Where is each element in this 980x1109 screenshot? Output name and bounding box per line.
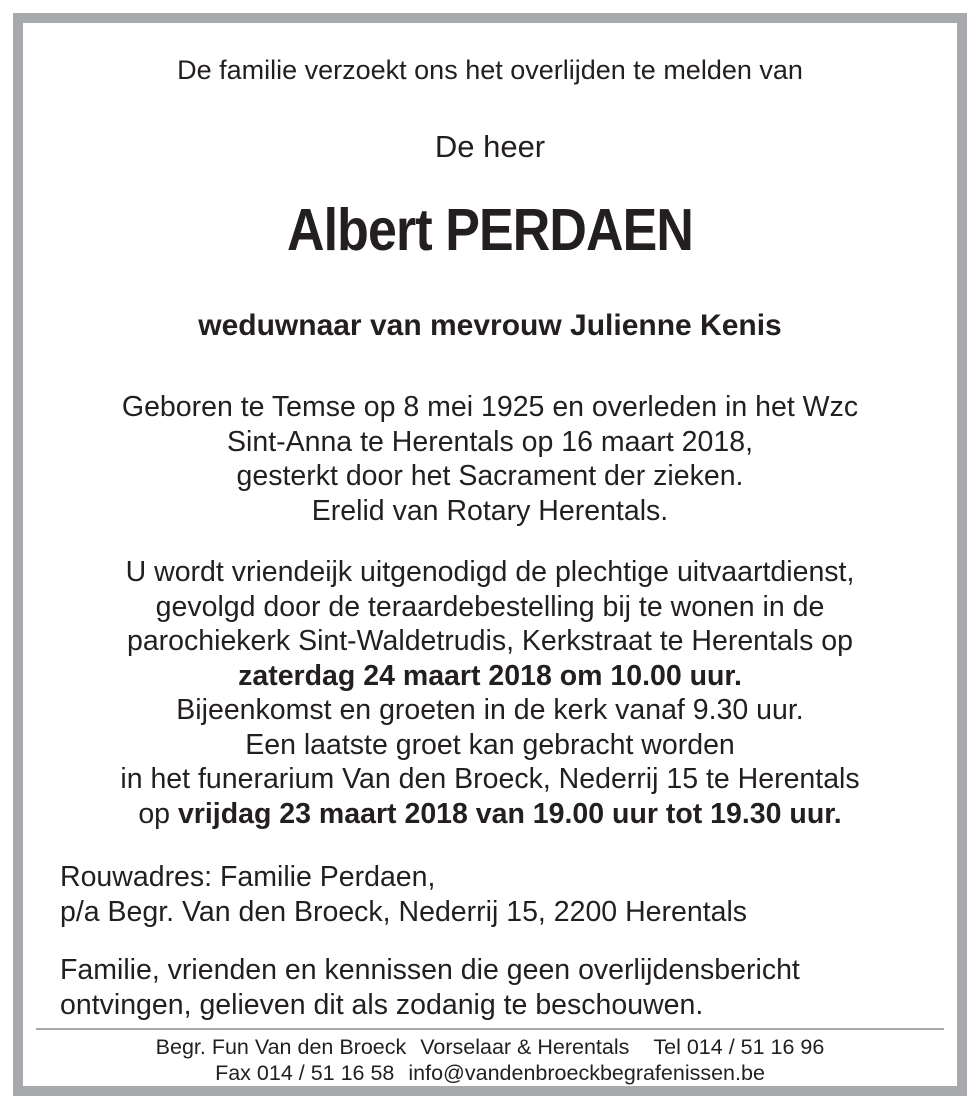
phone-number: Tel 014 / 51 16 96 (653, 1035, 825, 1059)
birth-death-paragraph (0, 390, 980, 528)
funeral-line: Een laatste groet kan gebracht worden (245, 728, 735, 761)
funeral-line: in het funerarium Van den Broeck, Nederrij 15 te Herentals (120, 763, 860, 795)
note-line: ontvingen, gelieven dit als zodanig te beschouwen. (60, 988, 704, 1021)
funeral-line: U wordt vriendeijk uitgenodigd de plechtige uitvaartdienst, (125, 556, 855, 588)
address-line: p/a Begr. Van den Broeck, Nederrij 15, 2200 Herentals (60, 895, 748, 928)
closing-note (60, 953, 800, 1022)
email-address: info@vandenbroeckbegrafenissen.be (408, 1061, 765, 1085)
funeral-line: Bijeenkomst en groeten in de kerk vanaf 9.30 uur. (176, 694, 804, 726)
intro-text: De familie verzoekt ons het overlijden te melden van (177, 55, 803, 85)
birth-line: Erelid van Rotary Herentals. (311, 494, 669, 527)
funeral-paragraph (0, 555, 980, 831)
mourning-address (60, 860, 747, 929)
funeral-line: gevolgd door de teraardebestelling bij te wonen in de (155, 590, 825, 623)
note-line: Familie, vrienden en kennissen die geen overlijdensbericht (60, 954, 800, 986)
footer-divider (36, 1028, 944, 1030)
funeral-home-locations: Vorselaar & Herentals (420, 1035, 630, 1059)
visitation-time: vrijdag 23 maart 2018 van 19.00 uur tot 19.30 uur. (177, 797, 842, 830)
honorific: De heer (434, 129, 546, 164)
address-line: Rouwadres: Familie Perdaen, (60, 861, 436, 893)
fax-number: Fax 014 / 51 16 58 (215, 1061, 395, 1085)
birth-line: gesterkt door het Sacrament der zieken. (236, 460, 744, 492)
visitation-line (0, 797, 980, 832)
footer-line-1 (0, 1034, 980, 1060)
deceased-name: Albert PERDAEN (287, 197, 693, 263)
funeral-home-name: Begr. Fun Van den Broeck (155, 1035, 407, 1059)
birth-line: Sint-Anna te Herentals op 16 maart 2018, (227, 425, 753, 458)
funeral-line: parochiekerk Sint-Waldetrudis, Kerkstraat te Herentals op (126, 625, 853, 657)
visitation-prefix: op (138, 797, 171, 830)
spouse-line: weduwnaar van mevrouw Julienne Kenis (198, 309, 782, 342)
funeral-date: zaterdag 24 maart 2018 om 10.00 uur. (238, 659, 742, 692)
footer-line-2 (0, 1060, 980, 1086)
birth-line: Geboren te Temse op 8 mei 1925 en overleden in het Wzc (121, 391, 859, 423)
